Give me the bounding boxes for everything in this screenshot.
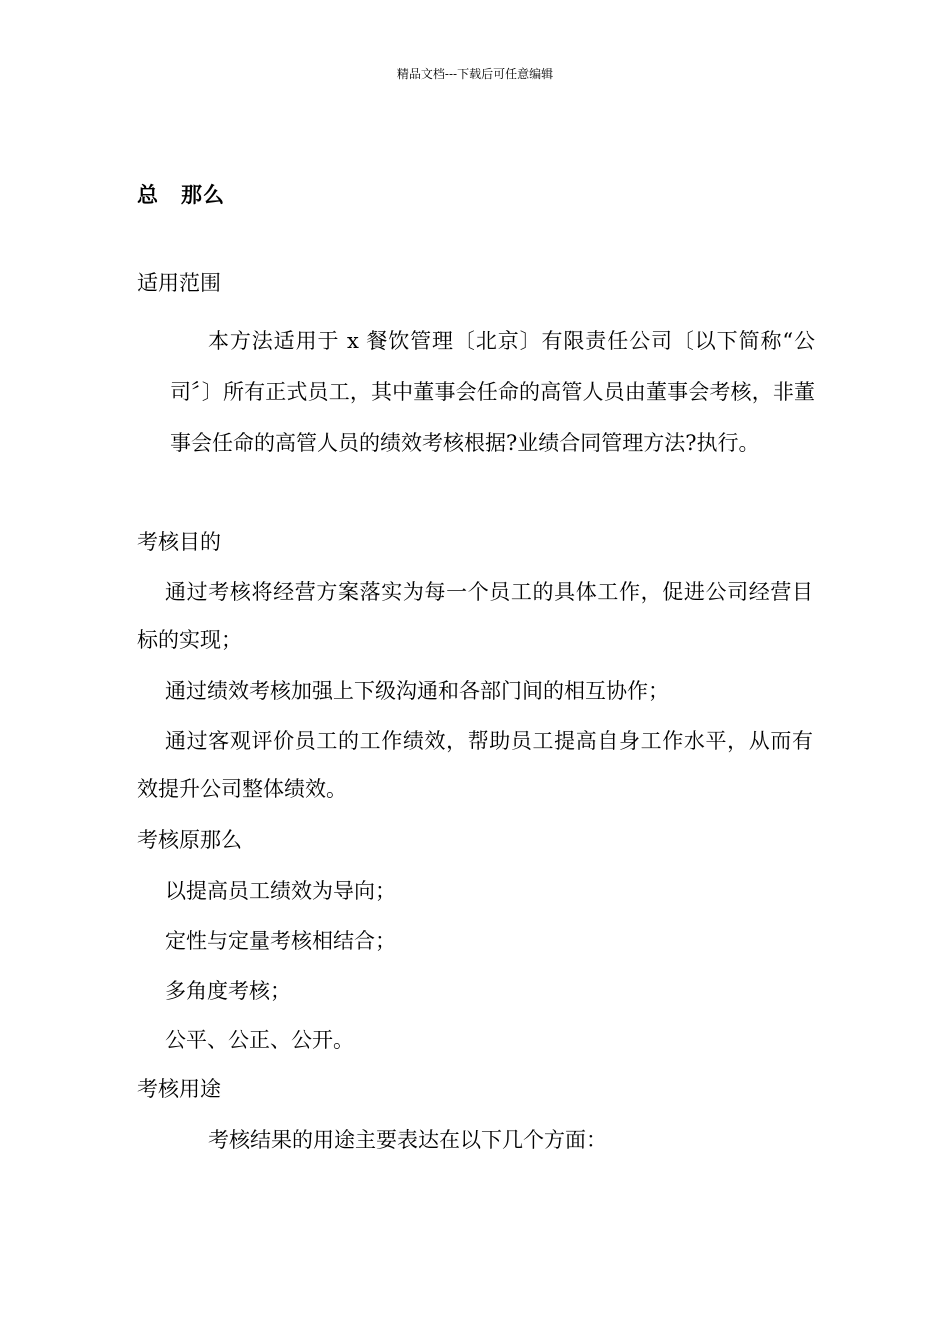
scope-paragraph: 本方法适用于 x 餐饮管理〔北京〕有限责任公司〔以下简称“公司〞〕所有正式员工，其中董事会任命的高管人员由董事会考核，非董事会任命的高管人员的绩效考核根据?业绩合同管理方法?执行。	[170, 329, 815, 455]
section-heading-purpose: 考核目的	[137, 530, 221, 554]
purpose-item-3: 通过客观评价员工的工作绩效，帮助员工提高自身工作水平，从而有效提升公司整体绩效。	[137, 729, 813, 801]
usage-intro: 考核结果的用途主要表达在以下几个方面：	[208, 1128, 607, 1152]
purpose-item-1: 通过考核将经营方案落实为每一个员工的具体工作，促进公司经营目标的实现；	[137, 580, 813, 652]
purpose-item-2: 通过绩效考核加强上下级沟通和各部门间的相互协作；	[165, 679, 669, 703]
section-heading-usage: 考核用途	[137, 1077, 221, 1101]
section-heading-principles: 考核原那么	[137, 828, 242, 852]
principle-item-4: 公平、公正、公开。	[165, 1028, 354, 1052]
chapter-title: 总 那么	[137, 182, 225, 207]
principle-item-1: 以提高员工绩效为导向；	[165, 879, 396, 903]
principle-item-2: 定性与定量考核相结合；	[165, 929, 396, 953]
page-header: 精品文档---下载后可任意编辑	[396, 67, 554, 81]
section-heading-scope: 适用范围	[137, 271, 221, 295]
principle-item-3: 多角度考核；	[165, 979, 291, 1003]
